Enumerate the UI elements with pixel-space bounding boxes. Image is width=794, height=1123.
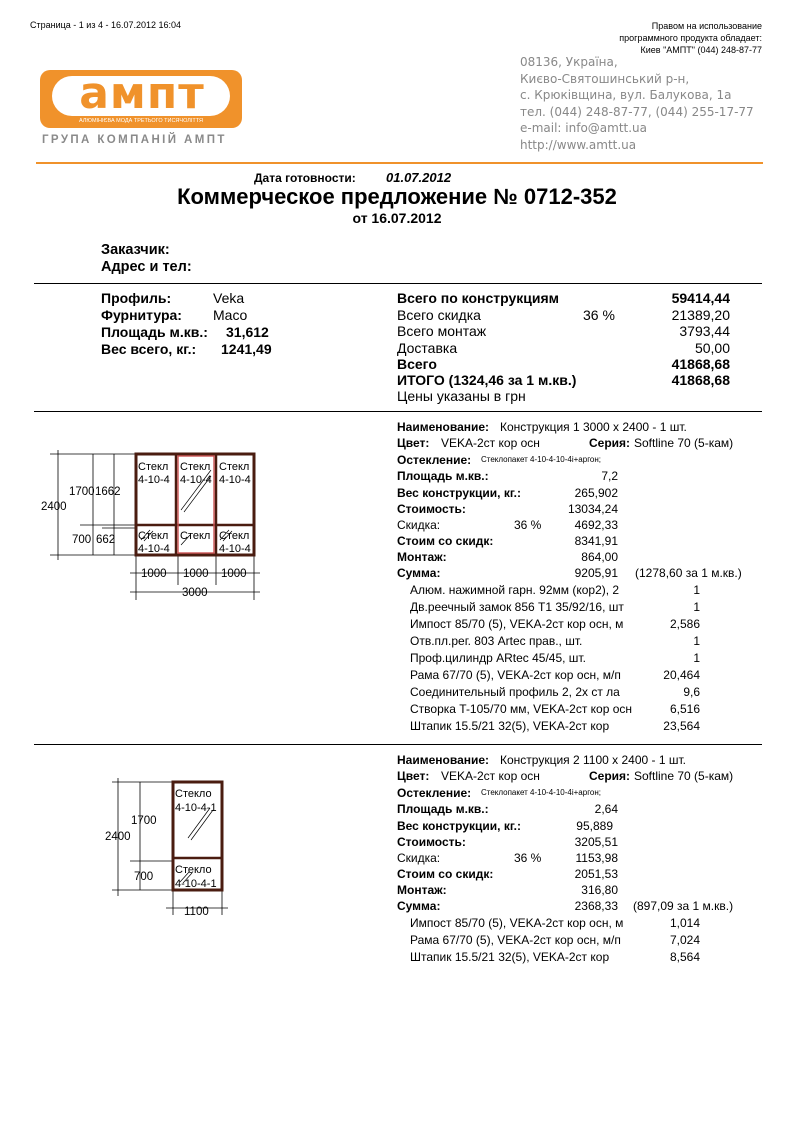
dim-lower: 700 — [72, 534, 92, 546]
glass-label: Стекл — [138, 530, 169, 542]
discount-percent: 36 % — [514, 851, 542, 865]
grand-total-value: 41868,68 — [671, 372, 730, 388]
install-label: Монтаж: — [397, 883, 447, 897]
install-value: 864,00 — [581, 550, 618, 564]
install-value: 3793,44 — [679, 323, 730, 339]
delivery-label: Доставка — [397, 340, 458, 356]
glass-label: Стекл — [219, 530, 250, 542]
ready-date-label: Дата готовности: — [254, 171, 356, 185]
rights-line-3: Киев "АМПТ" (044) 248-87-77 — [640, 45, 762, 55]
list-item: Штапик 15.5/21 32(5), VEKA-2ст кор — [410, 719, 610, 733]
series-value: Softline 70 (5-кам) — [634, 769, 734, 783]
area-value: 31,612 — [226, 324, 269, 340]
currency-note: Цены указаны в грн — [397, 388, 526, 404]
sum-value: 2368,33 — [574, 899, 618, 913]
discount-label: Скидка: — [397, 851, 441, 865]
discount-label: Скидка: — [397, 518, 441, 532]
logo-wordmark: ампт — [79, 68, 205, 119]
grand-total-label: ИТОГО (1324,46 за 1 м.кв.) — [397, 372, 577, 388]
glass-formula: 4-10-4-1 — [175, 878, 217, 890]
glass-formula: 4-10-4 — [219, 474, 251, 486]
list-item-qty: 23,564 — [663, 719, 700, 733]
list-item-qty: 1 — [693, 600, 700, 614]
company-group-name: ГРУПА КОМПАНІЙ АМПТ — [42, 134, 227, 146]
glass-label: Стекл — [219, 461, 250, 473]
dim-upper: 1700 — [69, 486, 95, 498]
glass-formula: 4-10-4 — [219, 543, 251, 555]
glazing-label: Остекление: — [397, 786, 472, 800]
color-label: Цвет: — [397, 769, 430, 783]
list-item: Рама 67/70 (5), VEKA-2ст кор осн, м/п — [410, 668, 621, 682]
total-constructions-label: Всего по конструкциям — [397, 290, 560, 306]
print-header-left: Страница - 1 из 4 - 16.07.2012 16:04 — [30, 20, 182, 30]
rights-line-2: программного продукта обладает: — [619, 33, 762, 43]
dim-lower: 700 — [134, 871, 154, 883]
total-label: Всего — [397, 356, 437, 372]
cost-label: Стоимость: — [397, 502, 466, 516]
cost-disc-label: Стоим со скидк: — [397, 867, 494, 881]
list-item: Импост 85/70 (5), VEKA-2ст кор осн, м — [410, 617, 624, 631]
dim-width: 1000 — [221, 568, 247, 580]
series-value: Softline 70 (5-кам) — [634, 436, 734, 450]
weight-value: 1241,49 — [221, 341, 272, 357]
section-divider — [34, 283, 762, 284]
page-title: Коммерческое предложение № 0712-352 — [177, 184, 617, 209]
list-item: Соединительный профиль 2, 2х ст ла — [410, 685, 620, 699]
area-value: 2,64 — [594, 802, 618, 816]
list-item-qty: 8,564 — [669, 950, 700, 964]
delivery-value: 50,00 — [694, 340, 730, 356]
per-m2: (897,09 за 1 м.кв.) — [633, 899, 734, 913]
address-line: Києво-Святошинський р-н, — [520, 71, 690, 86]
area-label: Площадь м.кв.: — [397, 469, 489, 483]
glass-formula: 4-10-4 — [138, 474, 170, 486]
install-label: Монтаж: — [397, 550, 447, 564]
section-divider — [34, 744, 762, 745]
name-value: Конструкция 2 1100 x 2400 - 1 шт. — [500, 753, 686, 767]
weight-label: Вес конструкции, кг.: — [397, 819, 521, 833]
list-item-qty: 6,516 — [669, 702, 700, 716]
list-item-qty: 1,014 — [669, 916, 700, 930]
company-address — [520, 54, 754, 153]
customer-address-label: Адрес и тел: — [101, 259, 192, 275]
list-item-qty: 1 — [693, 651, 700, 665]
sum-label: Сумма: — [397, 566, 441, 580]
weight-label: Вес всего, кг.: — [101, 341, 197, 357]
glass-label: Стекл — [138, 461, 169, 473]
glass-formula: 4-10-4 — [180, 474, 212, 486]
cost-value: 13034,24 — [567, 502, 618, 516]
logo-tagline: АЛЮМІНІЄВА МОДА ТРЕТЬОГО ТИСЯЧОЛІТТЯ — [78, 118, 203, 124]
profile-label: Профиль: — [101, 290, 172, 306]
list-item-qty: 9,6 — [683, 685, 700, 699]
list-item: Штапик 15.5/21 32(5), VEKA-2ст кор — [410, 950, 610, 964]
profile-value: Veka — [213, 290, 245, 306]
list-item: Дв.реечный замок 856 T1 35/92/16, шт — [410, 600, 624, 614]
address-phone: тел. (044) 248-87-77, (044) 255-17-77 — [520, 104, 754, 119]
customer-label: Заказчик: — [101, 242, 170, 258]
total-value: 41868,68 — [671, 356, 730, 372]
glass-label: Стекл — [180, 530, 211, 542]
glazing-value: Стеклопакет 4-10-4-10-4i+аргон; — [481, 455, 602, 464]
construction-2-drawing — [100, 770, 240, 920]
color-label: Цвет: — [397, 436, 430, 450]
dim-upper: 1700 — [131, 815, 157, 827]
title-date: от 16.07.2012 — [352, 210, 442, 226]
ready-date-value: 01.07.2012 — [386, 170, 452, 185]
area-label: Площадь м.кв.: — [397, 802, 489, 816]
install-label: Всего монтаж — [397, 323, 487, 339]
dim-lower-b: 662 — [96, 534, 116, 546]
header-divider — [36, 162, 763, 164]
name-label: Наименование: — [397, 753, 490, 767]
cost-label: Стоимость: — [397, 835, 466, 849]
dim-width: 1000 — [183, 568, 209, 580]
list-item-qty: 1 — [693, 634, 700, 648]
series-label: Серия: — [589, 436, 631, 450]
list-item: Рама 67/70 (5), VEKA-2ст кор осн, м/п — [410, 933, 621, 947]
section-divider — [34, 411, 762, 412]
weight-value: 95,889 — [576, 819, 613, 833]
list-item: Импост 85/70 (5), VEKA-2ст кор осн, м — [410, 916, 624, 930]
construction-1-drawing — [38, 440, 278, 610]
address-email: e-mail: info@amtt.ua — [520, 121, 648, 135]
glazing-value: Стеклопакет 4-10-4-10-4i+аргон; — [481, 788, 602, 797]
glass-label: Стекло — [175, 864, 212, 876]
list-item: Проф.цилиндр ARtec 45/45, шт. — [410, 651, 586, 665]
rights-line-1: Правом на использование — [651, 21, 762, 31]
dim-total-width: 3000 — [182, 587, 208, 599]
area-value: 7,2 — [601, 469, 618, 483]
glass-formula: 4-10-4-1 — [175, 802, 217, 814]
address-website: http://www.amtt.ua — [520, 137, 637, 152]
name-label: Наименование: — [397, 420, 490, 434]
list-item-qty: 1 — [693, 583, 700, 597]
discount-percent: 36 % — [583, 307, 615, 323]
total-constructions-value: 59414,44 — [671, 290, 730, 306]
discount-percent: 36 % — [514, 518, 542, 532]
cost-disc-value: 2051,53 — [574, 867, 618, 881]
list-item-qty: 20,464 — [663, 668, 700, 682]
sum-label: Сумма: — [397, 899, 441, 913]
cost-disc-value: 8341,91 — [574, 534, 618, 548]
per-m2: (1278,60 за 1 м.кв.) — [635, 566, 742, 580]
sum-value: 9205,91 — [574, 566, 618, 580]
address-line: 08136, Україна, — [520, 55, 618, 69]
hardware-value: Maco — [213, 307, 248, 323]
cost-disc-label: Стоим со скидк: — [397, 534, 494, 548]
color-value: VEKA-2ст кор осн — [441, 769, 540, 783]
series-label: Серия: — [589, 769, 631, 783]
install-value: 316,80 — [581, 883, 618, 897]
weight-label: Вес конструкции, кг.: — [397, 486, 521, 500]
area-label: Площадь м.кв.: — [101, 324, 208, 340]
list-item: Створка T-105/70 мм, VEKA-2ст кор осн — [410, 702, 633, 716]
color-value: VEKA-2ст кор осн — [441, 436, 540, 450]
weight-value: 265,902 — [574, 486, 618, 500]
list-item-qty: 7,024 — [669, 933, 700, 947]
discount-value: 21389,20 — [671, 307, 730, 323]
list-item: Отв.пл.рег. 803 Artec прав., шт. — [410, 634, 583, 648]
dim-upper-b: 1662 — [95, 486, 121, 498]
glass-label: Стекло — [175, 788, 212, 800]
company-logo — [40, 70, 242, 128]
dim-total-width: 1100 — [184, 906, 209, 918]
list-item-qty: 2,586 — [669, 617, 700, 631]
discount-value: 1153,98 — [575, 851, 618, 865]
glass-formula: 4-10-4 — [138, 543, 170, 555]
glazing-label: Остекление: — [397, 453, 472, 467]
dim-height: 2400 — [41, 501, 67, 513]
glass-label: Стекл — [180, 461, 211, 473]
cost-value: 3205,51 — [574, 835, 618, 849]
print-header-right — [619, 20, 762, 56]
discount-value: 4692,33 — [574, 518, 618, 532]
name-value: Конструкция 1 3000 x 2400 - 1 шт. — [500, 420, 687, 434]
dim-height: 2400 — [105, 831, 131, 843]
dim-width: 1000 — [141, 568, 167, 580]
discount-label: Всего скидка — [397, 307, 481, 323]
list-item: Алюм. нажимной гарн. 92мм (кор2), 2 — [410, 583, 620, 597]
hardware-label: Фурнитура: — [101, 307, 182, 323]
address-line: с. Крюківщина, вул. Балукова, 1а — [520, 88, 732, 102]
